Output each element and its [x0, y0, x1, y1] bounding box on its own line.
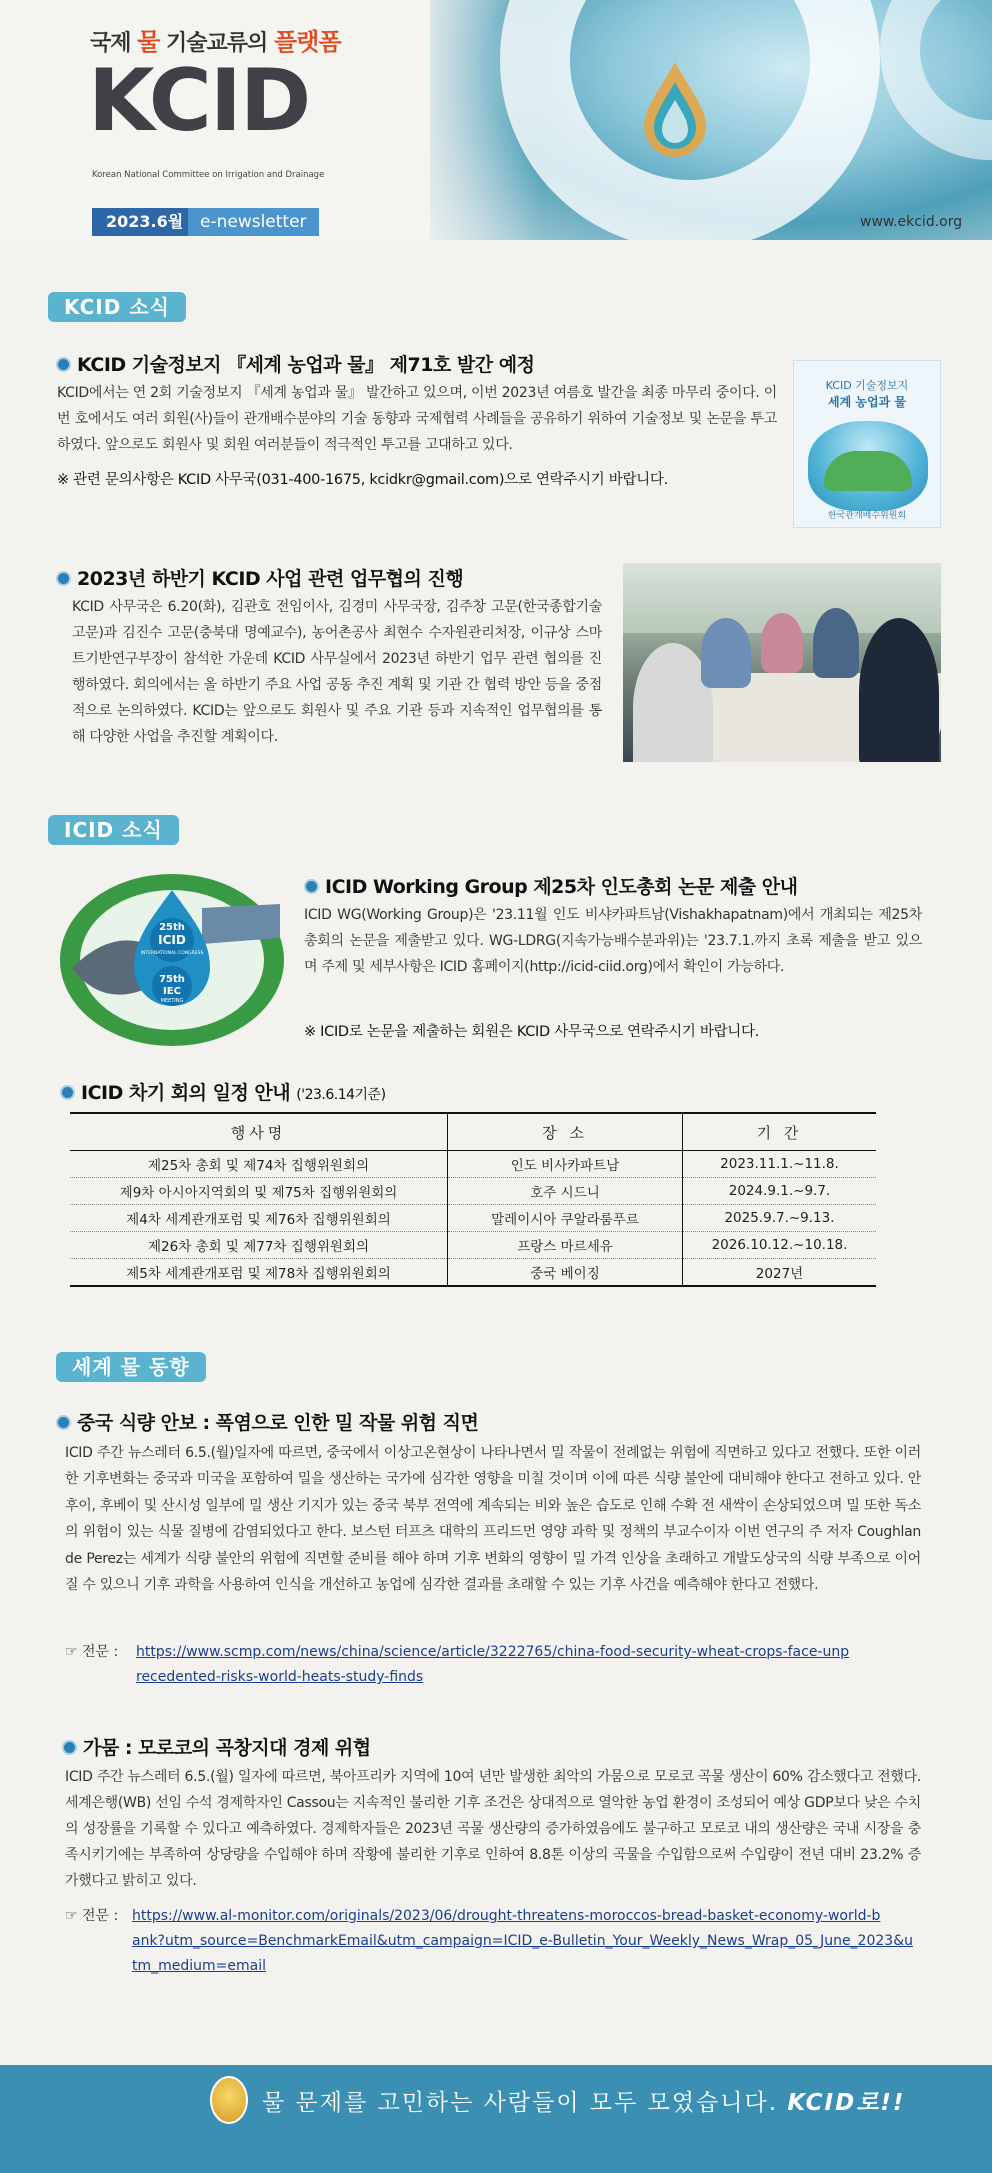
icid-article-body: ICID WG(Working Group)은 '23.11월 인도 비샤카파트남(Vishakhapatnam)에서 개최되는 제25차 총회의 논문을 제출받고 있다. WG-LDRG(지속가능배수분과위)는 '23.7.1.까지 초록 제출을 받고 있으며 주제 및 세부사항은 ICID 홈페이지(http://icid-ciid.org)에서 확인이 가능하다. — [304, 907, 922, 975]
bullet-icon — [56, 571, 71, 586]
world-article1-source-label: ☞ 전문 : — [65, 1644, 119, 1660]
header-tagline: 국제 물 기술교류의 플랫폼 — [90, 28, 341, 56]
section-label-icid: ICID 소식 — [48, 815, 179, 845]
meeting-photo — [623, 563, 941, 762]
kcid-logo: KCID — [88, 51, 310, 151]
kcid-article1-body: KCID에서는 연 2회 기술정보지 『세계 농업과 물』 발간하고 있으며, 이번 2023년 여름호 발간을 최종 마무리 중이다. 이번 호에서도 여러 회원(사)들이 관개배수분야의 기술 동향과 국제협력 사례들을 공유하기 위하여 기술정보 및 논문을 투고하였다. 앞으로도 회원사 및 회원 여러분들이 적극적인 투고를 고대하고 있다. — [57, 385, 777, 453]
logo-text-icid: ICID — [158, 933, 186, 947]
logo-text-meeting: MEETING — [160, 998, 184, 1004]
logo-text-iec: IEC — [163, 986, 181, 997]
column-header-place: 장 소 — [448, 1113, 683, 1151]
logo-text-75th: 75th — [159, 974, 185, 985]
logo-subtitle: Korean National Committee on Irrigation and Drainage — [92, 170, 325, 180]
bullet-icon — [56, 357, 71, 372]
bullet-icon — [56, 1415, 71, 1430]
world-article2-body: ICID 주간 뉴스레터 6.5.(월) 일자에 따르면, 북아프리카 지역에 10여 년만 발생한 최악의 가뭄으로 모로코 곡물 생산이 60% 감소했다고 전했다. 세계은행(WB) 선임 수석 경제학자인 Cassou는 지속적인 불리한 기후 조건은 상대적으로 열악한 농업 환경이 조성되어 예상 GDP보다 낮은 수치의 성장률을 기록할 수 있다고 예측하였다. 경제학자들은 2023년 곡물 생산량의 증가하였음에도 불구하고 모로코 내의 생산량은 국내 시장을 충족시키기에는 부족하여 상당량을 수입해야 하며 작황에 불리한 기후로 인하여 8.8톤 이상의 곡물을 수입함으로써 수입량이 전년 대비 23.2% 증가했다고 밝히고 있다. — [65, 1769, 921, 1889]
section-label-kcid: KCID 소식 — [48, 292, 186, 322]
table-header-row — [70, 1113, 876, 1151]
world-article2-source-link[interactable]: https://www.al-monitor.com/originals/2023/06/drought-threatens-moroccos-bread-basket-economy-world-b ank?utm_source=BenchmarkEmail&utm_campaign=ICID_e-Bulletin_Your_Weekly_News_Wrap_05_June_2023&u tm_medium=email — [132, 1908, 913, 1974]
issue-date-badge: 2023.6월 — [92, 208, 197, 236]
table-row: 제5차 세계관개포럼 및 제78차 집행위원회의 중국 베이징 2027년 — [70, 1259, 876, 1287]
kcid-emblem-icon — [210, 2076, 248, 2124]
kcid-article1-note: ※ 관련 문의사항은 KCID 사무국(031-400-1675, kcidkr@gmail.com)으로 연락주시기 바랍니다. — [57, 472, 668, 488]
icid-article-note: ※ ICID로 논문을 제출하는 회원은 KCID 사무국으로 연락주시기 바랍니다. — [304, 1024, 760, 1040]
bullet-icon — [60, 1085, 75, 1100]
footer-banner — [0, 2065, 992, 2173]
logo-text-congress: INTERNATIONAL CONGRESS — [140, 951, 204, 956]
schedule-table — [70, 1112, 876, 1287]
schedule-title: ICID 차기 회의 일정 안내 ('23.6.14기준) — [60, 1078, 386, 1105]
table-row: 제4차 세계관개포럼 및 제76차 집행위원회의 말레이시아 쿠알라룸푸르 2025.9.7.~9.13. — [70, 1205, 876, 1232]
world-article1-title: 중국 식량 안보 : 폭염으로 인한 밀 작물 위험 직면 — [56, 1408, 478, 1435]
table-row: 제25차 총회 및 제74차 집행위원회의 인도 비사카파트남 2023.11.1.~11.8. — [70, 1151, 876, 1178]
table-row: 제9차 아시아지역회의 및 제75차 집행위원회의 호주 시드니 2024.9.1.~9.7. — [70, 1178, 876, 1205]
kcid-article1-title: KCID 기술정보지 『세계 농업과 물』 제71호 발간 예정 — [56, 350, 534, 377]
bullet-icon — [304, 879, 319, 894]
section-label-world: 세계 물 동향 — [56, 1352, 206, 1382]
icid-article-title: ICID Working Group 제25차 인도총회 논문 제출 안내 — [304, 872, 797, 899]
icid-congress-logo — [52, 868, 284, 1046]
world-article1-source-link[interactable]: https://www.scmp.com/news/china/science/article/3222765/china-food-security-wheat-crops-face-unp recedented-risks-world-heats-study-finds — [136, 1644, 850, 1685]
world-article1-body: ICID 주간 뉴스레터 6.5.(월)일자에 따르면, 중국에서 이상고온현상이 나타나면서 밀 작물이 전례없는 위험에 직면하고 있다고 전했다. 또한 이러한 기후변화는 중국과 미국을 포함하여 밀을 생산하는 국가에 심각한 영향을 미칠 것이며 이에 따른 식량 불안에 대비해야 한다고 전하고 있다. 안후이, 후베이 및 산시성 일부에 밀 생산 기지가 있는 중국 북부 전역에 계속되는 비와 높은 습도로 인해 수확 전 새싹이 손상되었으며 밀 또한 독소의 위험이 있는 식물 질병에 감염되었다고 한다. 보스턴 터프츠 대학의 프리드먼 영양 과학 및 정책의 부교수이자 이번 연구의 주 저자 Coughlan de Perez는 세계가 식량 불안의 위험에 직면할 준비를 해야 하며 기후 변화의 영향이 밀 가격 인상을 초래하고 개발도상국의 식량 부족으로 이어질 수 있으니 기후 과학을 사용하여 인식을 개선하고 농업에 심각한 결과를 초래할 수 있는 기후 사건을 예측해야 한다고 전했다. — [65, 1445, 921, 1594]
website-link[interactable]: www.ekcid.org — [860, 214, 963, 230]
kcid-article2-body: KCID 사무국은 6.20(화), 김관호 전임이사, 김경미 사무국장, 김주창 고문(한국종합기술 고문)과 김진수 고문(충북대 명예교수), 농어촌공사 최현수 수자원관리처장, 이규상 스마트기반연구부장이 참석한 가운데 KCID 사무실에서 2023년 하반기 업무 관련 협의를 진행하였다. 회의에서는 올 하반기 주요 사업 공동 추진 계획 및 기관 간 협력 방안 등을 중점적으로 논의하였다. KCID는 앞으로도 회원사 및 주요 기관 등과 지속적인 업무협의를 통해 다양한 사업을 추진할 계획이다. — [72, 599, 602, 745]
column-header-period: 기 간 — [683, 1113, 877, 1151]
logo-text-25th: 25th — [159, 922, 185, 933]
footer-slogan: 물 문제를 고민하는 사람들이 모두 모였습니다. KCID로!! — [262, 2090, 906, 2116]
world-article2-title: 가뭄 : 모로코의 곡창지대 경제 위협 — [62, 1733, 371, 1760]
world-article2-source-label: ☞ 전문 : — [65, 1908, 119, 1924]
newsletter-badge: e-newsletter — [188, 208, 319, 236]
journal-cover-image: KCID 기술정보지 세계 농업과 물 한국관개배수위원회 — [793, 360, 941, 528]
bullet-icon — [62, 1740, 77, 1755]
kcid-article2-title: 2023년 하반기 KCID 사업 관련 업무협의 진행 — [56, 564, 463, 591]
water-drop-icon — [640, 60, 710, 160]
table-row: 제26차 총회 및 제77차 집행위원회의 프랑스 마르세유 2026.10.12.~10.18. — [70, 1232, 876, 1259]
column-header-event: 행사명 — [70, 1113, 448, 1151]
header-banner — [0, 0, 992, 240]
